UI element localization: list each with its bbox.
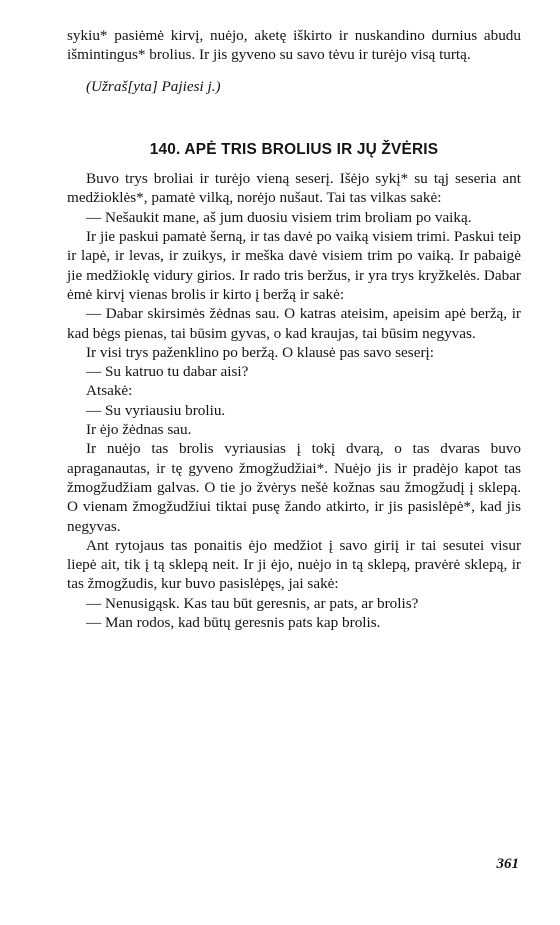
dialog-line: — Su katruo tu dabar aisi? bbox=[86, 363, 249, 381]
dialog-line: — Dabar skirsimės žėdnas sau. O katras ateisim, apeisim apė beržą, ir kad bėgs pienas, tai būsim gyvas, o kad kraujas, tai būsim negyvas. bbox=[67, 305, 521, 342]
opening-paragraph: sykiu* pasiėmė kirvį, nuėjo, aketę iškirto ir nuskandino durnius abudu išmintingus* brolius. Ir jis gyveno su savo tėvu ir turėjo visą turtą. bbox=[67, 27, 521, 64]
dialog-line: — Su vyriausiu broliu. bbox=[86, 401, 226, 419]
page-number: 361 bbox=[496, 856, 519, 872]
recorded-by-note: (Užraš[yta] Pajiesi j.) bbox=[86, 77, 221, 95]
story-paragraph: Buvo trys broliai ir turėjo vieną seserį. Išėjo sykį* su tąj seseria ant medžioklės*, pamatė vilką, norėjo nušaut. Tai tas vilkas sakė: bbox=[67, 170, 521, 207]
dialog-line: Atsakė: bbox=[86, 382, 133, 400]
dialog-line: Ir ėjo žėdnas sau. bbox=[86, 421, 192, 439]
dialog-line: — Nenusigąsk. Kas tau būt geresnis, ar pats, ar brolis? bbox=[86, 594, 419, 612]
document-page bbox=[67, 26, 521, 632]
dialog-line: — Man rodos, kad būtų geresnis pats kap brolis. bbox=[86, 614, 381, 632]
story-paragraph: Ir visi trys paženklino po beržą. O klausė pas savo seserį: bbox=[86, 343, 434, 361]
chapter-heading: 140. APĖ TRIS BROLIUS IR JŲ ŽVĖRIS bbox=[149, 140, 439, 158]
dialog-line: — Nešaukit mane, aš jum duosiu visiem trim broliam po vaiką. bbox=[86, 208, 472, 226]
story-paragraph: Ir nuėjo tas brolis vyriausias į tokį dvarą, o tas dvaras buvo apraganautas, ir tę gyveno žmogžudžiai*. Nuėjo jis ir pradėjo kapot tas žmogžudžiam galvas. O tie jo žvėrys nešė kožnas sau žmogžudį į sklepą. O vienam žmogžudžiui tiktai pusę žando atkirto, ir jis pasislėpė*, kad jis negyvas. bbox=[67, 440, 521, 535]
story-paragraph: Ant rytojaus tas ponaitis ėjo medžiot į savo giriį ir tai sesutei visur liepė ait, tik į tą sklepą neit. Ir ji ėjo, nuėjo in tą sklepą, pravėrė sklepą, ir tas žmogžudis, kur buvo pasislėpęs, jai sakė: bbox=[67, 536, 521, 593]
story-paragraph: Ir jie paskui pamatė šerną, ir tas davė po vaiką visiem trimi. Paskui teip ir lapė, ir levas, ir zuikys, ir meška davė visiem trim po vaiką. Ir pabaigė jie medžioklę vidury girios. Ir rado tris beržus, ir yra trys kryžkelės. Dabar ėmė kirvį vienas brolis ir kirto į beržą ir sakė: bbox=[67, 228, 521, 303]
